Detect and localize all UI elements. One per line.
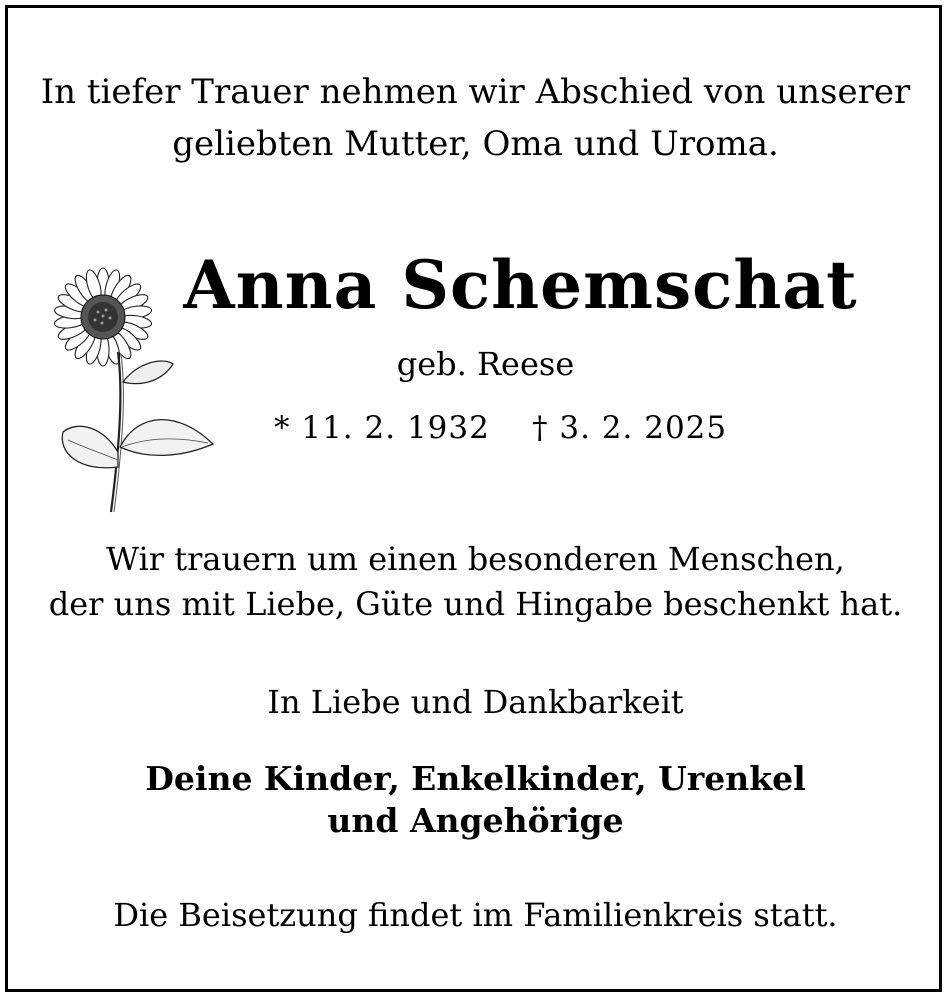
birth-date: * 11. 2. 1932	[274, 410, 490, 446]
signature-line-2: und Angehörige	[327, 801, 624, 840]
message-line-1: Wir trauern um einen besonderen Menschen,	[106, 540, 845, 578]
deceased-name: Anna Schemschat	[183, 246, 858, 324]
signature-line-1: Deine Kinder, Enkelkinder, Urenkel	[145, 759, 806, 798]
intro-line-2: geliebten Mutter, Oma und Uroma.	[172, 124, 779, 164]
funeral-note: Die Beisetzung findet im Familienkreis statt.	[113, 896, 838, 934]
death-date: † 3. 2. 2025	[532, 410, 728, 446]
message-line-2: der uns mit Liebe, Güte und Hingabe beschenkt hat.	[48, 585, 903, 623]
maiden-name: geb. Reese	[396, 345, 575, 383]
intro-line-1: In tiefer Trauer nehmen wir Abschied von unserer	[40, 72, 911, 112]
closing-text: In Liebe und Dankbarkeit	[267, 683, 684, 721]
